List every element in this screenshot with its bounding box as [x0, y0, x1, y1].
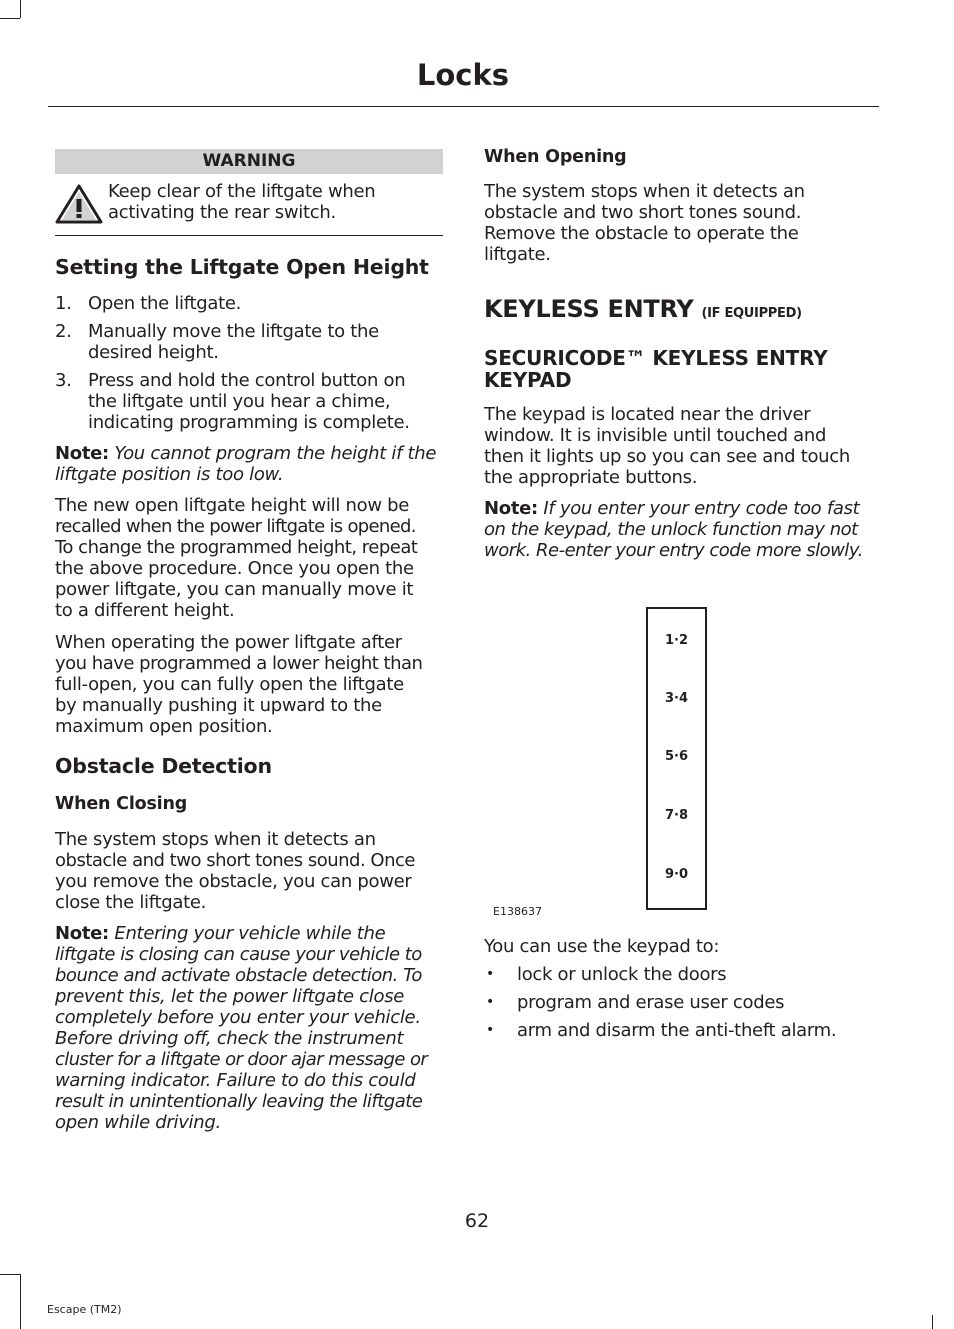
page-number: 62	[464, 1210, 490, 1232]
step-text: desired height.	[88, 342, 219, 363]
note	[55, 923, 447, 1133]
figure-id: E138637	[493, 905, 542, 918]
paragraph-line: recalled when the power liftgate is opened.	[55, 516, 416, 537]
list-item-text: program and erase user codes	[517, 992, 785, 1013]
note-text: cluster for a liftgate or door ajar message or	[55, 1049, 428, 1070]
paragraph	[55, 495, 447, 621]
keypad-key: 9·0	[664, 867, 689, 882]
paragraph-line: then it lights up so you can see and touch	[484, 446, 850, 467]
step-text: Press and hold the control button on	[88, 370, 406, 391]
heading-line: KEYPAD	[484, 368, 572, 392]
note-text: warning indicator. Failure to do this could	[55, 1070, 416, 1091]
note-label: Note:	[55, 923, 109, 944]
step-number: 3.	[55, 370, 72, 391]
section-heading: Setting the Liftgate Open Height	[55, 255, 429, 279]
title-rule	[48, 106, 879, 107]
subsection-heading: When Opening	[484, 147, 627, 167]
warning-icon	[55, 183, 103, 225]
list-item-text: lock or unlock the doors	[517, 964, 727, 985]
paragraph-line: by manually pushing it upward to the	[55, 695, 382, 716]
section-heading	[484, 347, 884, 391]
step-text: indicating programming is complete.	[88, 412, 410, 433]
note	[55, 443, 445, 485]
note-text: liftgate is closing can cause your vehicle to	[55, 944, 422, 965]
keypad-key: 1·2	[664, 633, 689, 648]
note-label: Note:	[484, 498, 538, 519]
step-text: Manually move the liftgate to the	[88, 321, 379, 342]
note-text: You cannot program the height if the	[108, 443, 437, 464]
paragraph-line: You can use the keypad to:	[484, 936, 720, 957]
crop-mark	[0, 18, 20, 19]
paragraph-line: Remove the obstacle to operate the	[484, 223, 799, 244]
paragraph-line: you remove the obstacle, you can power	[55, 871, 412, 892]
if-equipped-label: (IF EQUIPPED)	[701, 306, 802, 321]
paragraph-line: you have programmed a lower height than	[55, 653, 423, 674]
paragraph-line: the above procedure. Once you open the	[55, 558, 414, 579]
section-heading: Obstacle Detection	[55, 754, 272, 778]
paragraph-line: window. It is invisible until touched and	[484, 425, 827, 446]
list-item-text: arm and disarm the anti-theft alarm.	[517, 1020, 837, 1041]
crop-mark	[932, 1315, 933, 1329]
paragraph-line: When operating the power liftgate after	[55, 632, 402, 653]
step-number: 2.	[55, 321, 72, 342]
steps-list	[55, 293, 444, 433]
warning-text-line: Keep clear of the liftgate when	[108, 181, 376, 202]
note-text: If you enter your entry code too fast	[537, 498, 860, 519]
paragraph	[484, 181, 876, 265]
note	[484, 498, 879, 561]
bullet: •	[486, 994, 495, 1010]
crop-mark	[20, 1274, 21, 1329]
warning-rule	[55, 235, 443, 236]
paragraph-line: obstacle and two short tones sound.	[484, 202, 802, 223]
heading-line: SECURICODE™ KEYLESS ENTRY	[484, 346, 828, 370]
paragraph-line: The system stops when it detects an	[484, 181, 805, 202]
paragraph	[484, 404, 876, 488]
paragraph-line: The keypad is located near the driver	[484, 404, 811, 425]
bullet: •	[486, 1022, 495, 1038]
paragraph	[55, 829, 447, 913]
note-text: on the keypad, the unlock function may not	[484, 519, 858, 540]
warning-text-line: activating the rear switch.	[108, 202, 336, 223]
note-text: open while driving.	[55, 1112, 221, 1133]
paragraph-line: To change the programmed height, repeat	[55, 537, 418, 558]
note-text: Before driving off, check the instrument	[55, 1028, 404, 1049]
paragraph-line: The system stops when it detects an	[55, 829, 376, 850]
step-text: the liftgate until you hear a chime,	[88, 391, 391, 412]
crop-mark	[20, 0, 21, 18]
paragraph-line: obstacle and two short tones sound. Once	[55, 850, 415, 871]
note-text: result in unintentionally leaving the liftgate	[55, 1091, 423, 1112]
page-title: Locks	[416, 58, 509, 92]
note-text: completely before you enter your vehicle.	[55, 1007, 421, 1028]
paragraph-line: to a different height.	[55, 600, 235, 621]
keyless-entry-heading: KEYLESS ENTRY	[484, 295, 694, 323]
note-text: liftgate position is too low.	[55, 464, 284, 485]
subsection-heading: When Closing	[55, 794, 188, 814]
footer-model: Escape (TM2)	[47, 1303, 122, 1316]
note-text: prevent this, let the power liftgate close	[55, 986, 405, 1007]
bullet-list	[484, 964, 876, 1054]
keypad-key: 7·8	[664, 808, 689, 823]
paragraph	[484, 936, 876, 957]
paragraph-line: close the liftgate.	[55, 892, 207, 913]
keypad-key: 3·4	[664, 691, 689, 706]
step-number: 1.	[55, 293, 72, 314]
step-text: Open the liftgate.	[88, 293, 242, 314]
paragraph-line: The new open liftgate height will now be	[55, 495, 410, 516]
chapter-heading	[484, 295, 802, 323]
warning-heading: WARNING	[55, 149, 443, 174]
paragraph-line: power liftgate, you can manually move it	[55, 579, 414, 600]
note-text: work. Re-enter your entry code more slowly.	[484, 540, 863, 561]
paragraph	[55, 632, 447, 737]
keypad-key: 5·6	[664, 749, 689, 764]
paragraph-line: full-open, you can fully open the liftgate	[55, 674, 404, 695]
paragraph-line: the appropriate buttons.	[484, 467, 698, 488]
note-text: Entering your vehicle while the	[108, 923, 386, 944]
paragraph-line: maximum open position.	[55, 716, 273, 737]
bullet: •	[486, 966, 495, 982]
note-text: bounce and activate obstacle detection. To	[55, 965, 422, 986]
note-label: Note:	[55, 443, 109, 464]
crop-mark	[0, 1274, 20, 1275]
keypad-illustration	[646, 607, 707, 910]
paragraph-line: liftgate.	[484, 244, 551, 265]
